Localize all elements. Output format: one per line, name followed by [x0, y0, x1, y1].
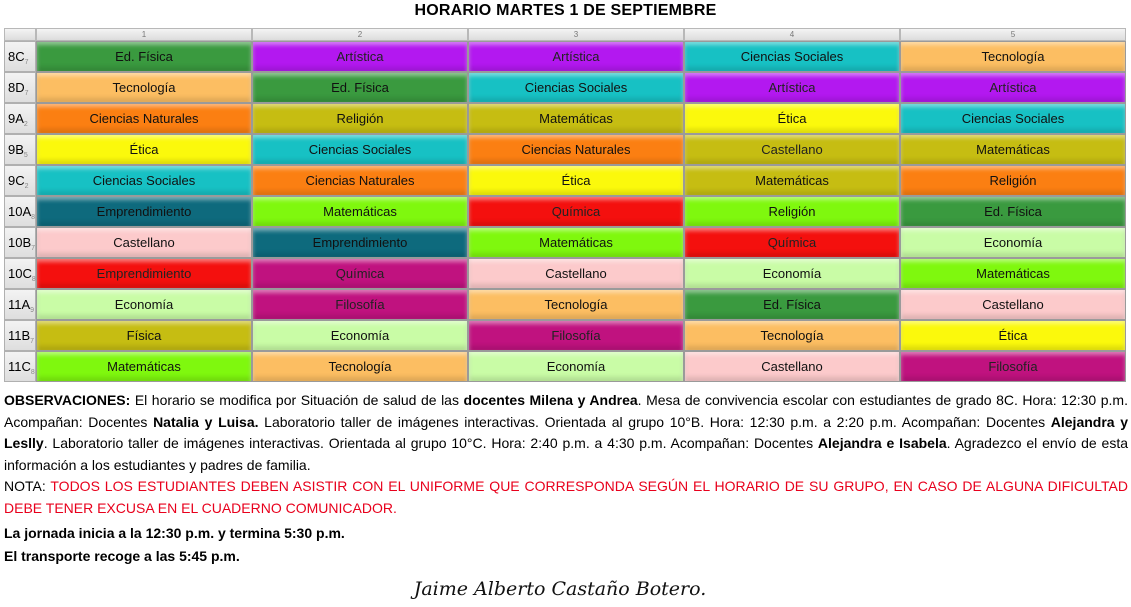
group-subscript: 8: [31, 276, 36, 283]
subject-cell: Economía: [900, 227, 1126, 258]
subject-cell: Química: [468, 196, 684, 227]
subject-cell: Ed. Física: [36, 41, 252, 72]
group-subscript: 9: [30, 307, 35, 314]
subject-cell: Tecnología: [900, 41, 1126, 72]
subject-cell: Química: [684, 227, 900, 258]
subject-cell: Ciencias Sociales: [684, 41, 900, 72]
column-header: 4: [684, 28, 900, 41]
group-subscript: 7: [24, 59, 29, 66]
subject-cell: Religión: [900, 165, 1126, 196]
row-label: [4, 227, 36, 258]
group-name: 10B: [8, 235, 32, 250]
group-name: 10C: [8, 266, 32, 281]
group-name: 8D: [8, 80, 25, 95]
subject-cell: Artística: [900, 72, 1126, 103]
row-label: [4, 41, 36, 72]
group-name: 9A: [8, 111, 24, 126]
subject-cell: Matemáticas: [36, 351, 252, 382]
subject-cell: Emprendimiento: [36, 258, 252, 289]
subject-cell: Filosofía: [900, 351, 1126, 382]
subject-cell: Ciencias Sociales: [900, 103, 1126, 134]
subject-cell: Ciencias Naturales: [36, 103, 252, 134]
row-label: [4, 165, 36, 196]
group-name: 8C: [8, 49, 25, 64]
subject-cell: Economía: [468, 351, 684, 382]
subject-cell: Matemáticas: [252, 196, 468, 227]
column-header: 5: [900, 28, 1126, 41]
row-label: [4, 103, 36, 134]
subject-cell: Ética: [684, 103, 900, 134]
schedule-hours: La jornada inicia a la 12:30 p.m. y termina 5:30 p.m.: [4, 525, 345, 541]
note-text: TODOS LOS ESTUDIANTES DEBEN ASISTIR CON EL UNIFORME QUE CORRESPONDA SEGÚN EL HORARIO DE SU GRUPO, EN CASO DE ALGUNA DIFICULTAD DEBE TENER EXCUSA EN EL CUADERNO COMUNICADOR.: [4, 478, 1128, 516]
subject-cell: Ética: [900, 320, 1126, 351]
transport-time: El transporte recoge a las 5:45 p.m.: [4, 548, 240, 564]
row-label: [4, 134, 36, 165]
observations-text: El horario se modifica por Situación de salud de las: [130, 392, 464, 408]
subject-cell: Castellano: [900, 289, 1126, 320]
subject-cell: Artística: [468, 41, 684, 72]
subject-cell: Ciencias Sociales: [252, 134, 468, 165]
group-name: 10A: [8, 204, 32, 219]
observations-text: . Laboratorio taller de imágenes interactivas. Orientada al grupo 10°C. Hora: 2:40 p.m. a 4:30 p.m. Acompañan: Docentes: [43, 435, 818, 451]
row-label: [4, 196, 36, 227]
subject-cell: Ética: [36, 134, 252, 165]
subject-cell: Economía: [252, 320, 468, 351]
subject-cell: Matemáticas: [900, 258, 1126, 289]
group-name: 11B: [8, 328, 31, 343]
subject-cell: Castellano: [468, 258, 684, 289]
observations-text: . Agradezco el envío de esta información a los estudiantes y padres de familia.: [4, 435, 1128, 473]
subject-cell: Ciencias Sociales: [468, 72, 684, 103]
subject-cell: Ciencias Naturales: [252, 165, 468, 196]
subject-cell: Tecnología: [468, 289, 684, 320]
observations-bold: Alejandra e Isabela: [817, 435, 947, 451]
group-name: 11C: [8, 359, 31, 374]
group-name: 11A: [8, 297, 31, 312]
subject-cell: Tecnología: [252, 351, 468, 382]
subject-cell: Matemáticas: [684, 165, 900, 196]
column-header: 2: [252, 28, 468, 41]
row-label: [4, 258, 36, 289]
group-name: 9B: [8, 142, 24, 157]
signature: [400, 570, 720, 604]
subject-cell: Castellano: [36, 227, 252, 258]
subject-cell: Religión: [252, 103, 468, 134]
observations-bold: docentes Milena y Andrea: [463, 392, 638, 408]
subject-cell: Matemáticas: [900, 134, 1126, 165]
subject-cell: Matemáticas: [468, 103, 684, 134]
group-subscript: 2: [23, 121, 28, 128]
subject-cell: Emprendimiento: [252, 227, 468, 258]
subject-cell: Matemáticas: [468, 227, 684, 258]
subject-cell: Ed. Física: [252, 72, 468, 103]
group-subscript: 5: [23, 152, 28, 159]
table-corner: [4, 28, 36, 41]
subject-cell: Ed. Física: [684, 289, 900, 320]
subject-cell: Filosofía: [468, 320, 684, 351]
subject-cell: Castellano: [684, 134, 900, 165]
signature-text: Jaime Alberto Castaño Botero.: [413, 578, 707, 600]
group-subscript: 8: [30, 369, 35, 376]
observations-text: Laboratorio taller de imágenes interactivas. Orientada al grupo 10°B. Hora: 12:30 p.m. a 2:20 p.m. Acompañan: Docentes: [258, 413, 1051, 430]
subject-cell: Tecnología: [36, 72, 252, 103]
column-header: 1: [36, 28, 252, 41]
subject-cell: Ética: [468, 165, 684, 196]
row-label: [4, 320, 36, 351]
observations-text: . Mesa de convivencia escolar con estudiantes de grado 8C. Hora: 12:30 p.m. Acompañan: Docentes: [4, 392, 1128, 430]
page-title: HORARIO MARTES 1 DE SEPTIEMBRE: [414, 2, 717, 19]
subject-cell: Química: [252, 258, 468, 289]
note-label: NOTA:: [4, 478, 51, 494]
observations-bold: Natalia y Luisa.: [153, 413, 259, 430]
subject-cell: Filosofía: [252, 289, 468, 320]
subject-cell: Castellano: [684, 351, 900, 382]
row-label: [4, 72, 36, 103]
observations-paragraph: [4, 390, 1128, 519]
subject-cell: Tecnología: [684, 320, 900, 351]
subject-cell: Religión: [684, 196, 900, 227]
group-subscript: 2: [24, 183, 29, 190]
subject-cell: Ed. Física: [900, 196, 1126, 227]
subject-cell: Economía: [36, 289, 252, 320]
subject-cell: Artística: [684, 72, 900, 103]
group-subscript: 7: [31, 245, 36, 252]
observations-bold: Alejandra y Leslly: [4, 413, 1129, 451]
observations-label: OBSERVACIONES:: [4, 392, 131, 408]
group-name: 9C: [8, 173, 25, 188]
group-subscript: 7: [24, 90, 29, 97]
subject-cell: Economía: [684, 258, 900, 289]
column-header: 3: [468, 28, 684, 41]
group-subscript: 8: [31, 214, 36, 221]
subject-cell: Física: [36, 320, 252, 351]
group-subscript: 7: [30, 338, 35, 345]
subject-cell: Artística: [252, 41, 468, 72]
row-label: [4, 289, 36, 320]
subject-cell: Ciencias Sociales: [36, 165, 252, 196]
subject-cell: Ciencias Naturales: [468, 134, 684, 165]
subject-cell: Emprendimiento: [36, 196, 252, 227]
row-label: [4, 351, 36, 382]
